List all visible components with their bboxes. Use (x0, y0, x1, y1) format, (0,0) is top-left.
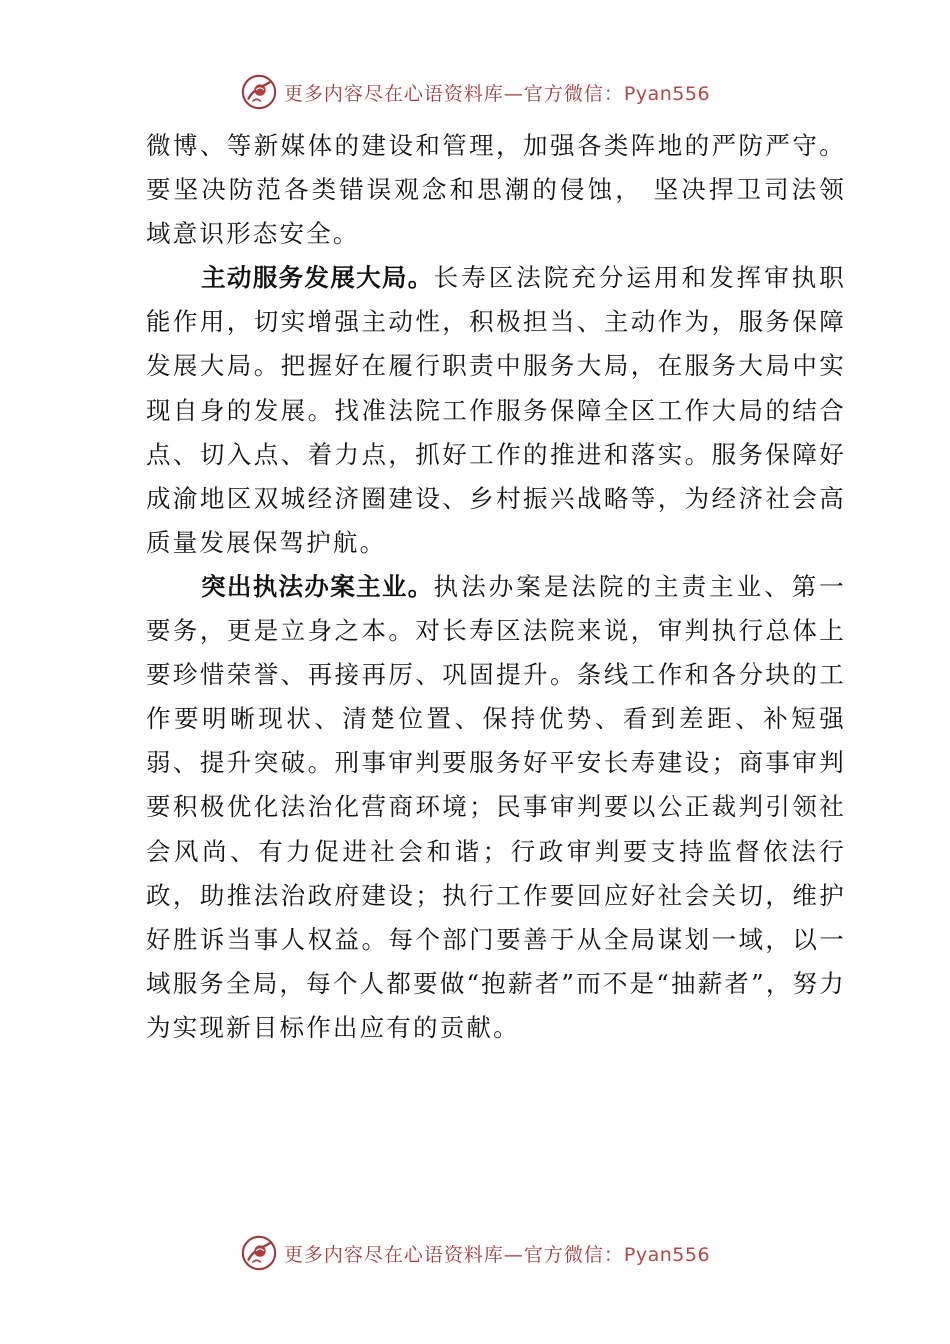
paragraph-2-text: 长寿区法院充分运用和发挥审执职能作用，切实增强主动性，积极担当、主动作为，服务保障发展大局。把握好在履行职责中服务大局，在服务大局中实现自身的发展。找准法院工作服务保障全区工作大局的结合点、切入点、着力点，抓好工作的推进和落实。服务保障好成渝地区双城经济圈建设、乡村振兴战略等，为经济社会高质量发展保驾护航。 (146, 263, 847, 557)
paragraph-3-heading: 突出执法办案主业。 (201, 571, 434, 601)
footer-account: Pyan556 (623, 1243, 711, 1266)
header-text: 更多内容尽在心语资料库—官方微信：Pyan556 (283, 82, 711, 105)
paragraph-3-text: 执法办案是法院的主责主业、第一要务，更是立身之本。对长寿区法院来说，审判执行总体上要珍惜荣誉、再接再厉、巩固提升。条线工作和各分块的工作要明晰现状、清楚位置、保持优势、看到差距、补短强弱、提升突破。刑事审判要服务好平安长寿建设；商事审判要积极优化法治化营商环境；民事审判要以公正裁判引领社会风尚、有力促进社会和谐；行政审判要支持监督依法行政，助推法治政府建设；执行工作要回应好社会关切，维护好胜诉当事人权益。每个部门要善于从全局谋划一域，以一域服务全局，每个人都要做“抱薪者”而不是“抽薪者”，努力为实现新目标作出应有的贡献。 (146, 571, 847, 1042)
rose-logo-icon (240, 1234, 278, 1272)
header-banner (0, 70, 950, 114)
footer-text: 更多内容尽在心语资料库—官方微信：Pyan556 (283, 1243, 711, 1266)
footer-banner (0, 1231, 950, 1275)
paragraph-2-heading: 主动服务发展大局。 (201, 263, 434, 293)
paragraph-3 (146, 565, 846, 1050)
header-account: Pyan556 (623, 82, 711, 105)
document-body (146, 124, 846, 1050)
paragraph-1: 微博、等新媒体的建设和管理，加强各类阵地的严防严守。要坚决防范各类错误观念和思潮的侵蚀， 坚决捍卫司法领域意识形态安全。 (146, 131, 846, 249)
rose-logo-icon (240, 73, 278, 111)
paragraph-2 (146, 256, 846, 565)
